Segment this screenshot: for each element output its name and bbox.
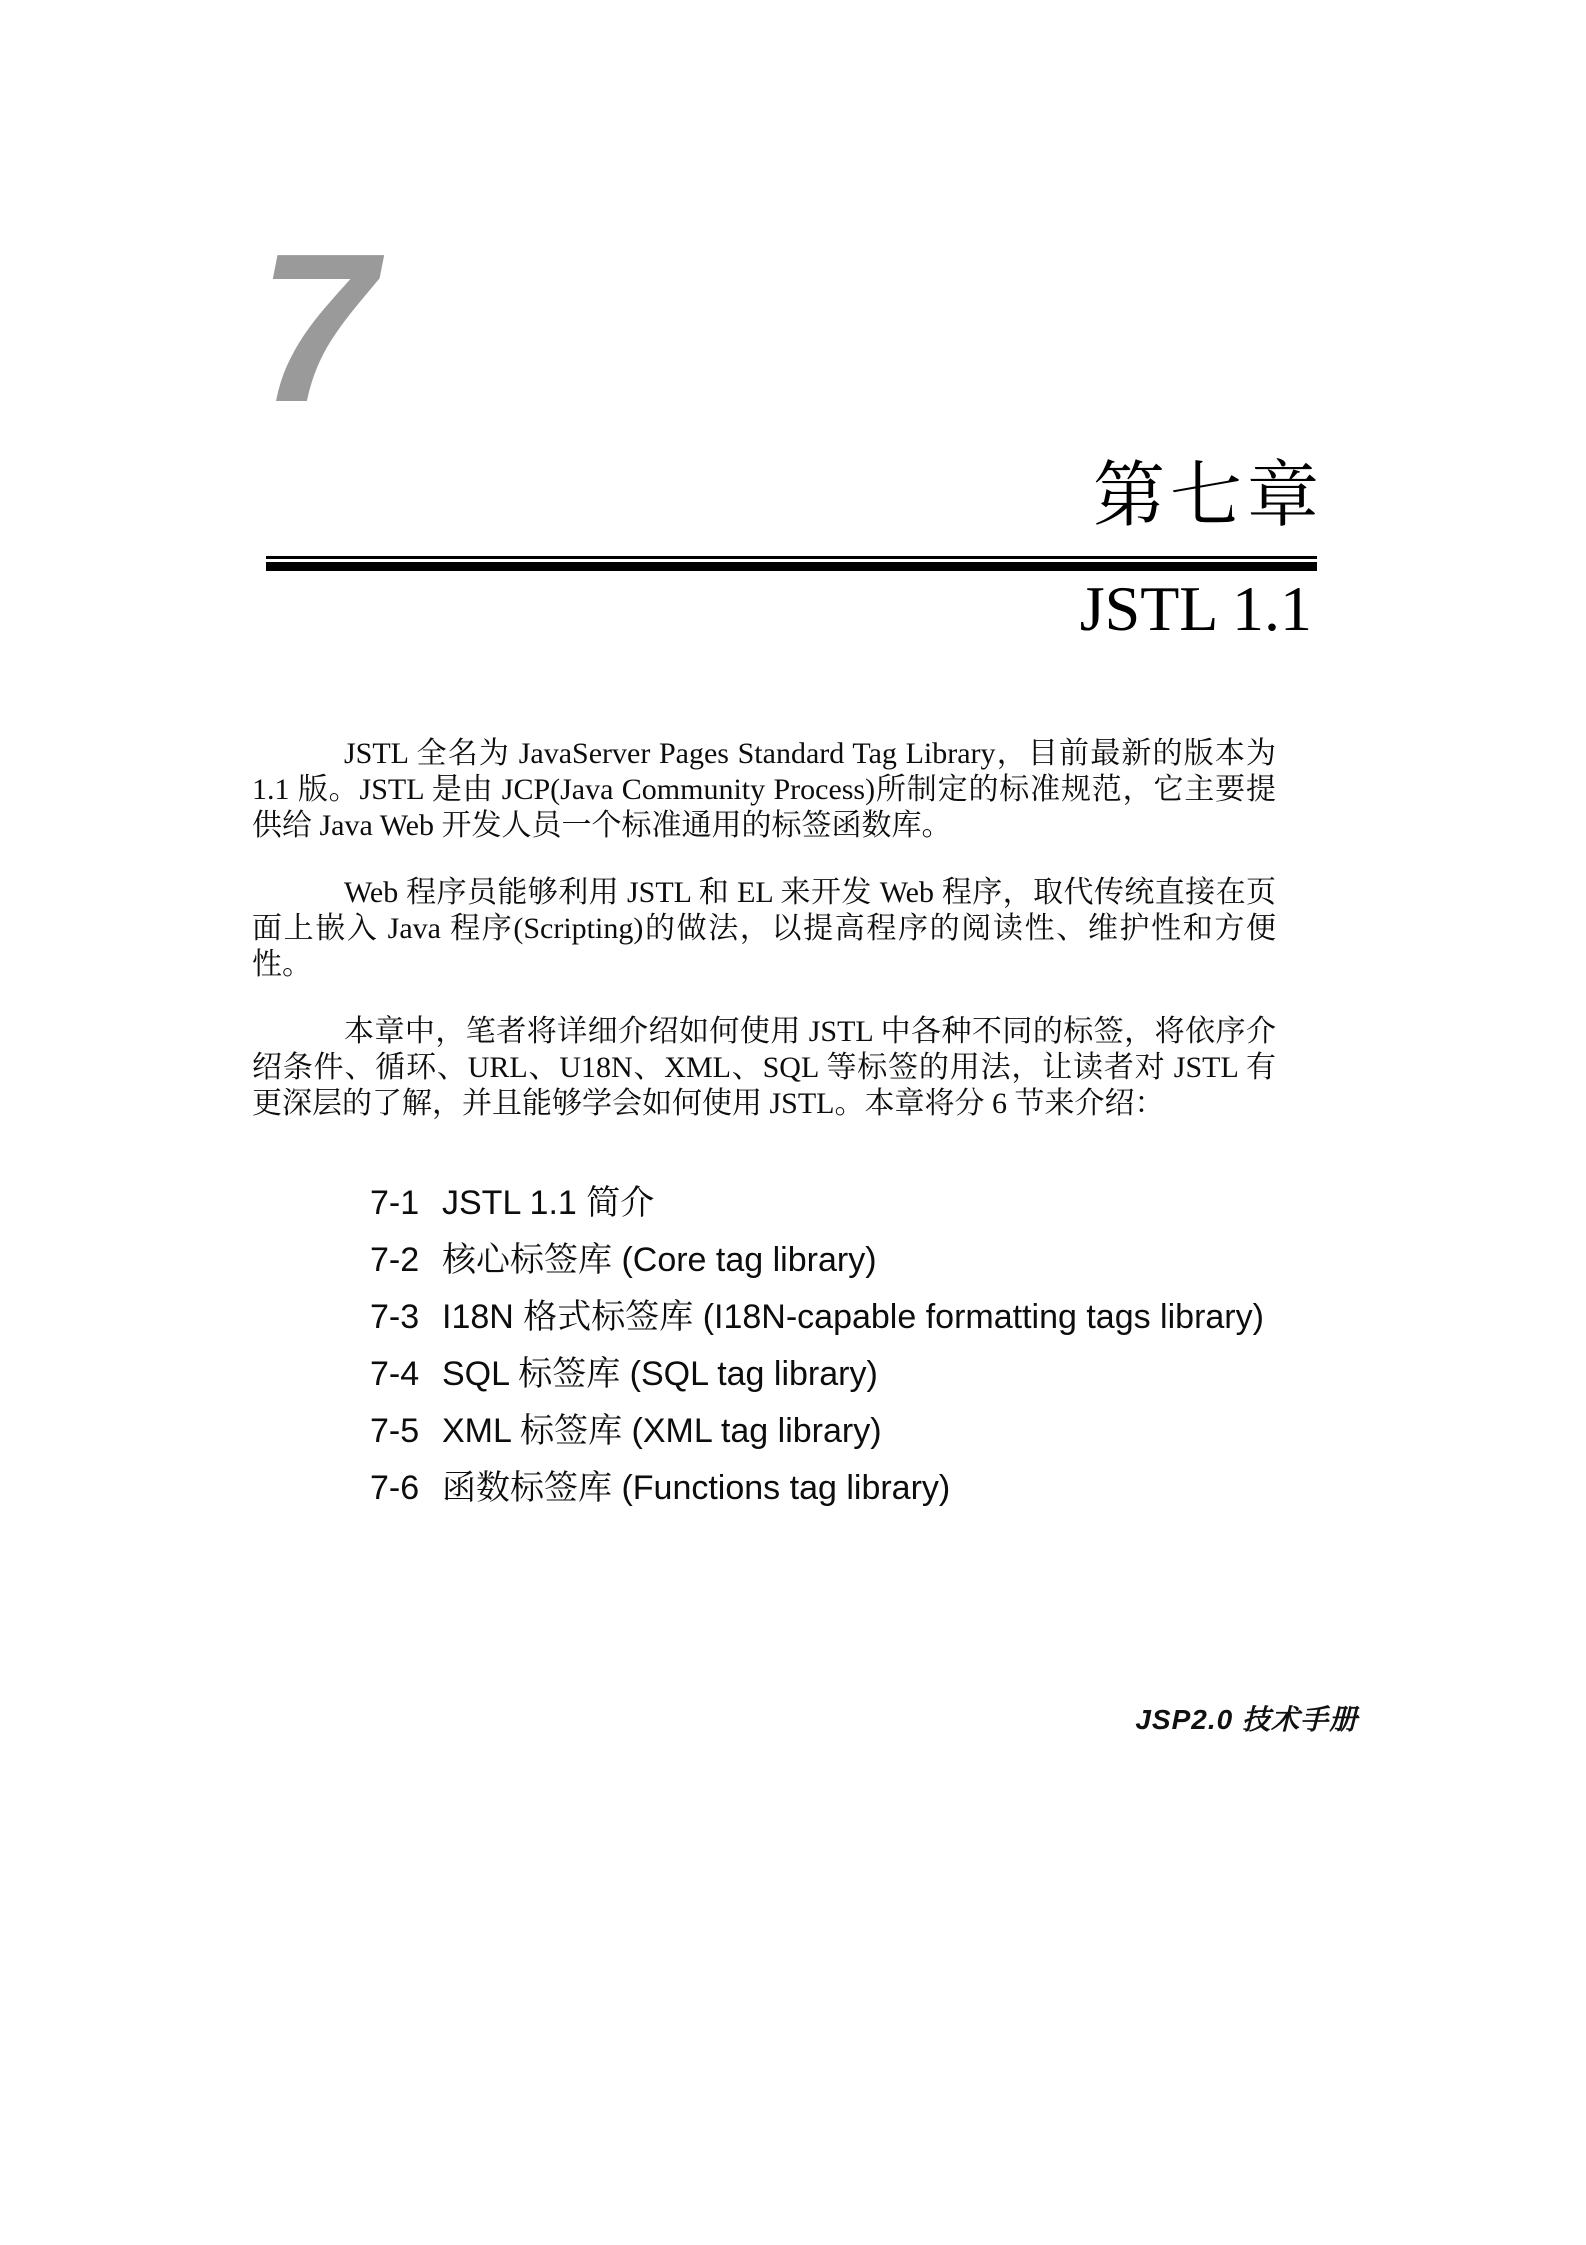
section-number: 7-3 [370,1298,420,1336]
section-title: JSTL 1.1 简介 [442,1184,655,1222]
list-item [370,1243,1264,1278]
paragraph-web-developers: Web 程序员能够利用 JSTL 和 EL 来开发 Web 程序，取代传统直接在页面上嵌入 Java 程序(Scripting)的做法，以提高程序的阅读性、维护性和方便性。 [252,876,1276,981]
section-title: 核心标签库 (Core tag library) [442,1241,877,1279]
section-list [370,1186,1264,1528]
list-item [370,1414,1264,1449]
chapter-number-graphic: 7 [258,209,376,446]
section-title: XML 标签库 (XML tag library) [442,1412,882,1450]
list-item [370,1357,1264,1392]
rule-thin-line [266,556,1317,559]
chapter-title: JSTL 1.1 [1079,573,1312,644]
paragraph-intro: JSTL 全名为 JavaServer Pages Standard Tag Library，目前最新的版本为 1.1 版。JSTL 是由 JCP(Java Community Process)所制定的标准规范，它主要提供给 Java Web 开发人员一个标准通用的标签函数库。 [252,737,1276,842]
section-title: I18N 格式标签库 (I18N-capable formatting tags library) [442,1298,1264,1336]
section-number: 7-6 [370,1469,420,1507]
section-number: 7-1 [370,1184,420,1222]
list-item [370,1471,1264,1506]
body-text [252,736,1276,1153]
section-number: 7-5 [370,1412,420,1450]
section-number: 7-2 [370,1241,420,1279]
footer-book-title: JSP2.0 技术手册 [1135,1704,1358,1735]
section-title: 函数标签库 (Functions tag library) [442,1469,951,1507]
list-item [370,1300,1264,1335]
chapter-label: 第七章 [1092,456,1324,536]
rule-thick-line [266,562,1317,571]
paragraph-chapter-overview: 本章中，笔者将详细介绍如何使用 JSTL 中各种不同的标签，将依序介绍条件、循环、URL、U18N、XML、SQL 等标签的用法，让读者对 JSTL 有更深层的了解，并且能够学会如何使用 JSTL。本章将分 6 节来介绍： [252,1015,1276,1120]
section-title: SQL 标签库 (SQL tag library) [442,1355,878,1393]
list-item [370,1186,1264,1221]
double-rule [266,556,1317,571]
section-number: 7-4 [370,1355,420,1393]
